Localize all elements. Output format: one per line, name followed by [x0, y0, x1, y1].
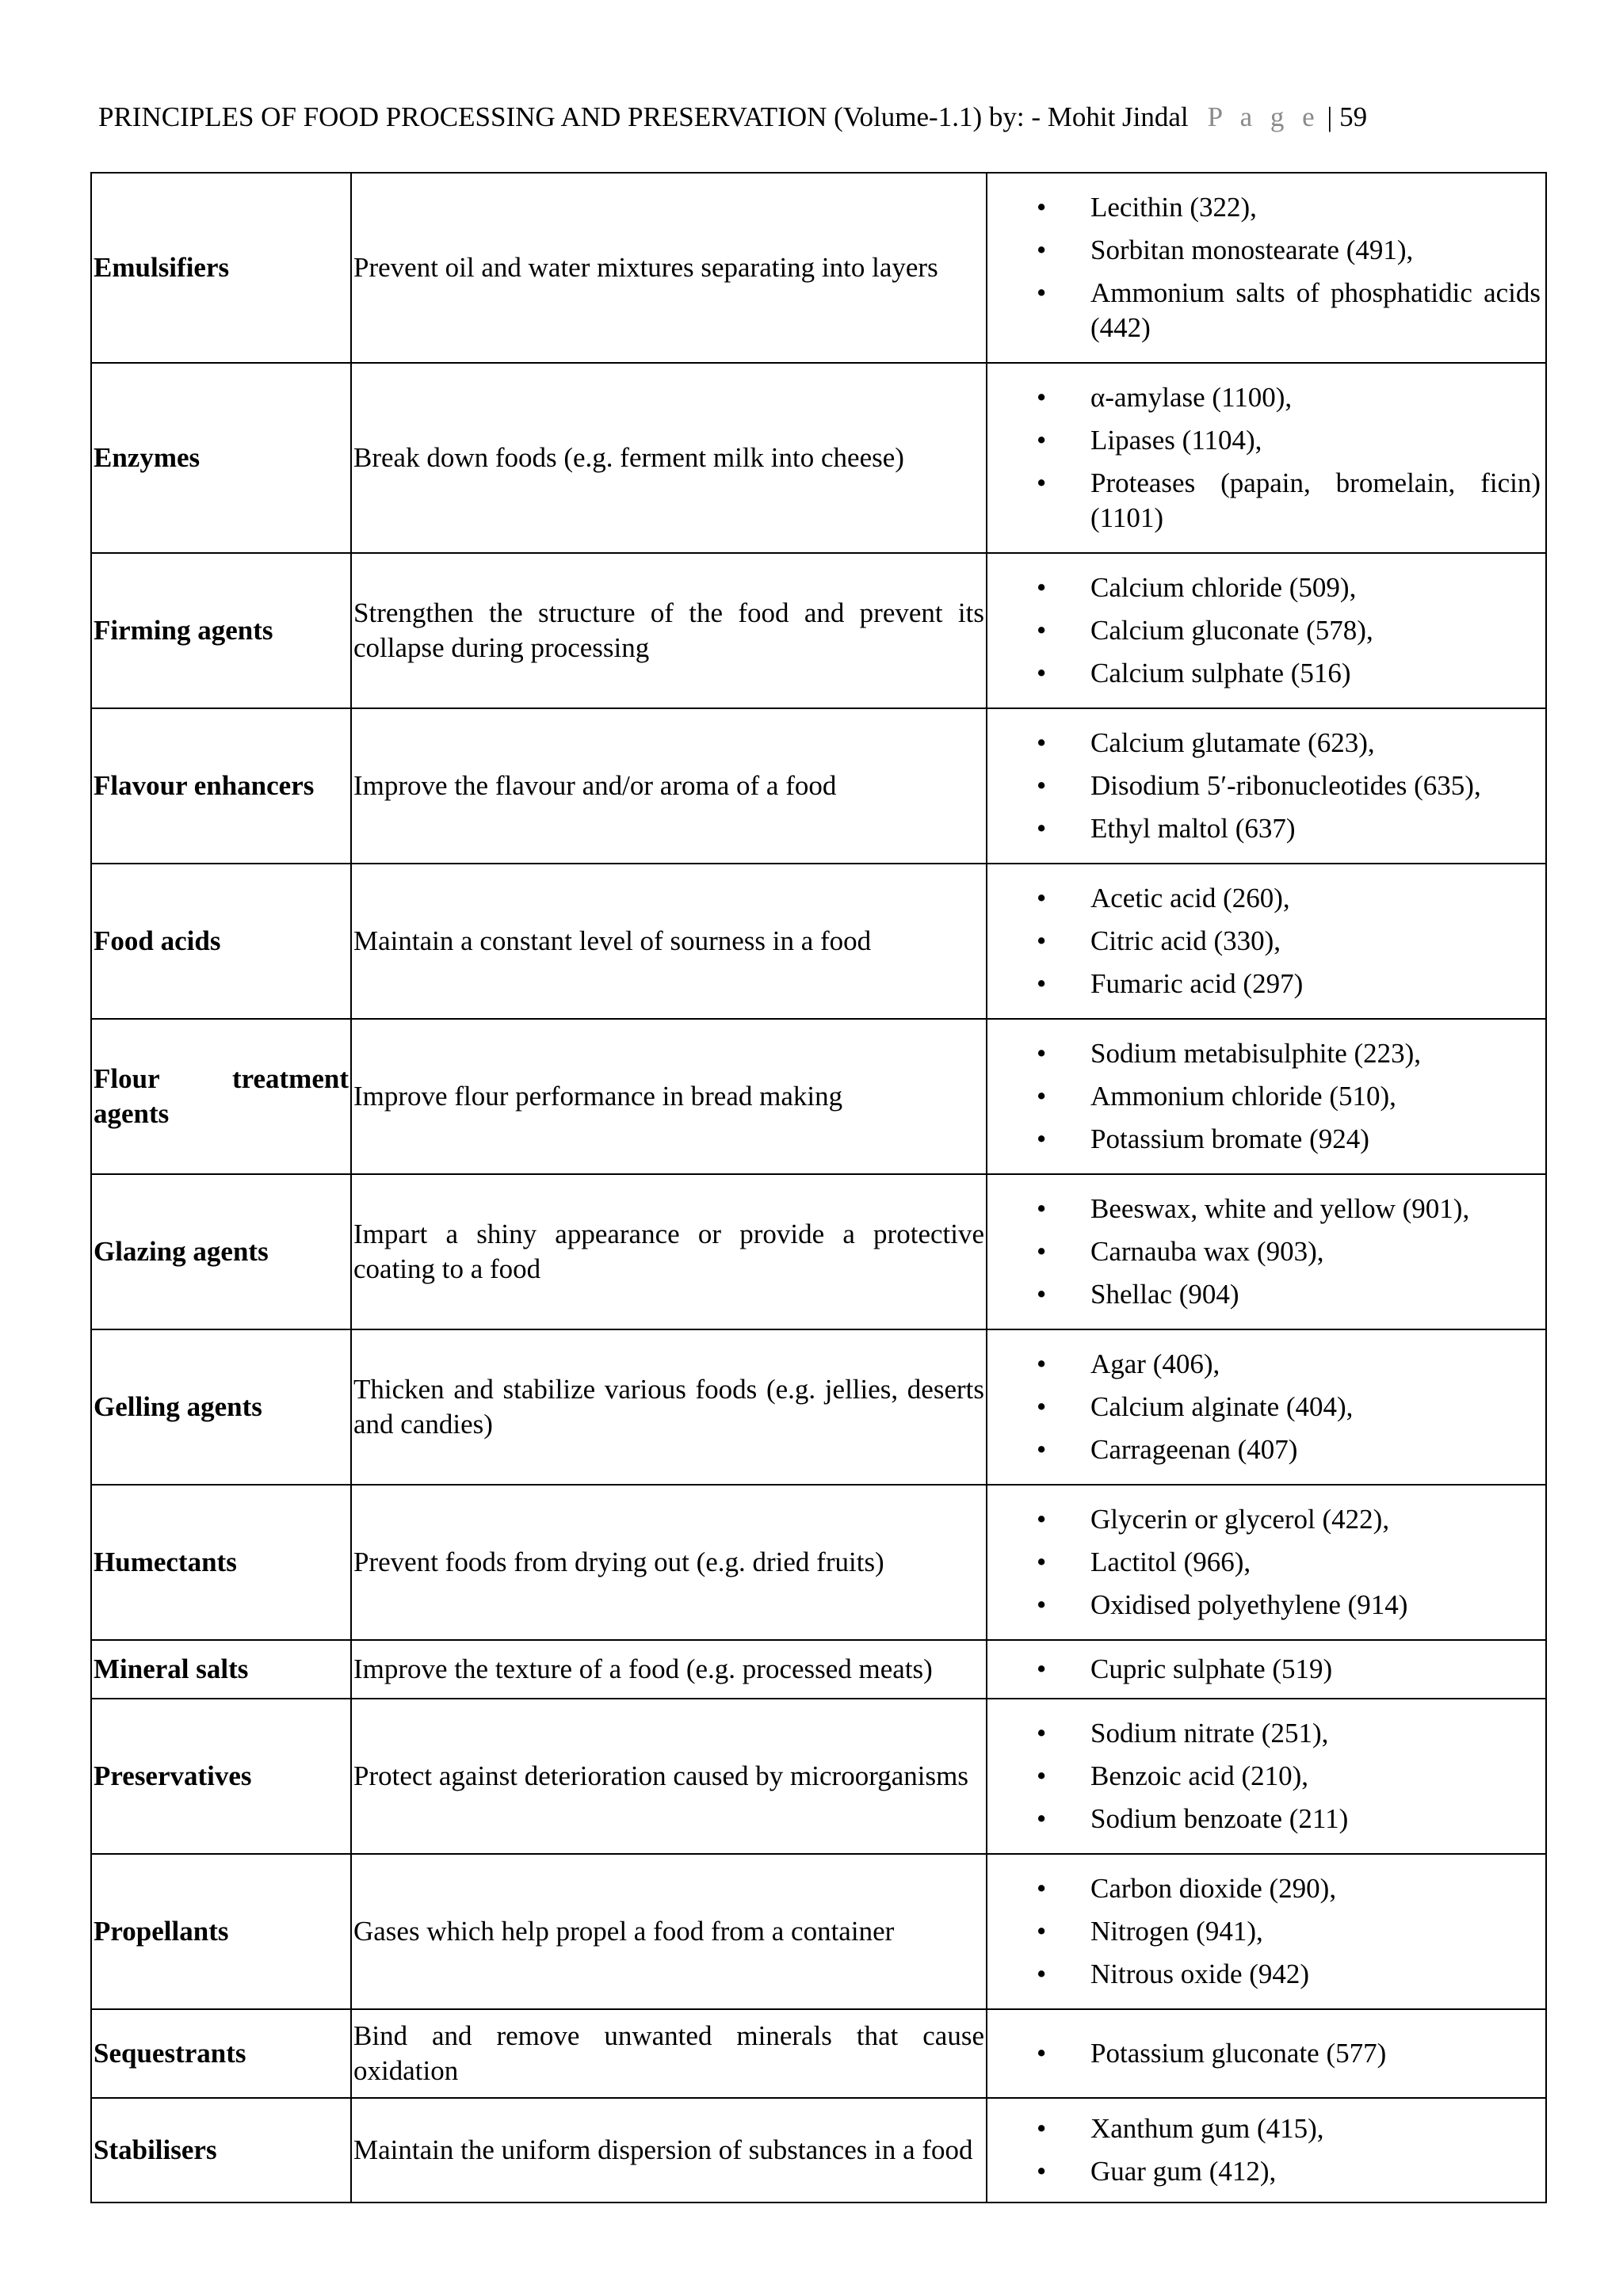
list-item: • Acetic acid (260),	[989, 881, 1544, 916]
examples-cell	[987, 1174, 1546, 1329]
page-header	[98, 98, 1367, 136]
category-word: treatment	[231, 1063, 349, 1094]
category-line	[94, 1062, 349, 1097]
category-cell: Firming agents	[91, 553, 351, 708]
table-row	[91, 363, 1546, 553]
table-row	[91, 1174, 1546, 1329]
list-item: • Calcium alginate (404),	[989, 1390, 1544, 1425]
description-cell: Prevent foods from drying out (e.g. dried fruits)	[351, 1485, 987, 1640]
description-cell: Protect against deterioration caused by microorganisms	[351, 1699, 987, 1854]
table-row	[91, 708, 1546, 864]
examples-cell	[987, 553, 1546, 708]
list-item: • Sodium nitrate (251),	[989, 1716, 1544, 1751]
list-item: • Sodium metabisulphite (223),	[989, 1036, 1544, 1071]
examples-cell	[987, 1640, 1546, 1699]
examples-list	[989, 1336, 1544, 1478]
description-cell: Maintain a constant level of sourness in a food	[351, 864, 987, 1019]
list-item: • Beeswax, white and yellow (901),	[989, 1192, 1544, 1226]
list-item: • Lipases (1104),	[989, 423, 1544, 458]
list-item: • Sodium benzoate (211)	[989, 1802, 1544, 1836]
examples-list	[989, 2100, 1544, 2200]
list-item: • Cupric sulphate (519)	[989, 1652, 1544, 1687]
table-row	[91, 1854, 1546, 2009]
description-cell: Prevent oil and water mixtures separating into layers	[351, 173, 987, 363]
examples-list	[989, 559, 1544, 702]
description-cell: Break down foods (e.g. ferment milk into cheese)	[351, 363, 987, 553]
list-item: • Potassium bromate (924)	[989, 1122, 1544, 1157]
table-body	[91, 173, 1546, 2203]
examples-cell	[987, 1699, 1546, 1854]
list-item: • Citric acid (330),	[989, 924, 1544, 959]
examples-list	[989, 1641, 1544, 1698]
examples-cell	[987, 1854, 1546, 2009]
examples-cell	[987, 2098, 1546, 2203]
list-item: • Nitrogen (941),	[989, 1914, 1544, 1949]
list-item: • Calcium glutamate (623),	[989, 726, 1544, 761]
list-item: • Glycerin or glycerol (422),	[989, 1502, 1544, 1537]
list-item: • Sorbitan monostearate (491),	[989, 233, 1544, 268]
list-item: • Lactitol (966),	[989, 1545, 1544, 1580]
list-item: • Potassium gluconate (577)	[989, 2036, 1544, 2071]
category-cell: Mineral salts	[91, 1640, 351, 1699]
category-cell: Enzymes	[91, 363, 351, 553]
description-cell: Gases which help propel a food from a container	[351, 1854, 987, 2009]
examples-list	[989, 369, 1544, 547]
food-additives-table	[90, 172, 1547, 2203]
document-title: PRINCIPLES OF FOOD PROCESSING AND PRESERVATION (Volume-1.1) by: - Mohit Jindal	[98, 101, 1189, 132]
examples-list	[989, 715, 1544, 857]
category-cell	[91, 1019, 351, 1174]
examples-cell	[987, 173, 1546, 363]
category-cell: Preservatives	[91, 1699, 351, 1854]
category-cell: Propellants	[91, 1854, 351, 2009]
examples-cell	[987, 1329, 1546, 1485]
examples-cell	[987, 864, 1546, 1019]
table-row	[91, 2098, 1546, 2203]
list-item: • Ammonium chloride (510),	[989, 1079, 1544, 1114]
list-item: • Carrageenan (407)	[989, 1432, 1544, 1467]
category-cell: Stabilisers	[91, 2098, 351, 2203]
table-row	[91, 864, 1546, 1019]
list-item: • Disodium 5′-ribonucleotides (635),	[989, 769, 1544, 803]
list-item: • Calcium gluconate (578),	[989, 613, 1544, 648]
examples-list	[989, 870, 1544, 1013]
list-item: • Oxidised polyethylene (914)	[989, 1588, 1544, 1623]
category-word: Flour	[94, 1063, 160, 1094]
list-item: • Benzoic acid (210),	[989, 1759, 1544, 1794]
category-cell: Humectants	[91, 1485, 351, 1640]
table-row	[91, 173, 1546, 363]
examples-cell	[987, 1485, 1546, 1640]
table-row	[91, 1699, 1546, 1854]
description-cell: Impart a shiny appearance or provide a protective coating to a food	[351, 1174, 987, 1329]
list-item: • Carnauba wax (903),	[989, 1234, 1544, 1269]
table-row	[91, 2009, 1546, 2098]
description-cell: Bind and remove unwanted minerals that cause oxidation	[351, 2009, 987, 2098]
list-item: • Agar (406),	[989, 1347, 1544, 1382]
examples-cell	[987, 2009, 1546, 2098]
examples-list	[989, 1180, 1544, 1323]
examples-list	[989, 179, 1544, 357]
list-item: • Nitrous oxide (942)	[989, 1957, 1544, 1992]
examples-list	[989, 2025, 1544, 2082]
page-label: P a g e	[1207, 101, 1320, 132]
table-row	[91, 1329, 1546, 1485]
description-cell: Improve flour performance in bread making	[351, 1019, 987, 1174]
examples-list	[989, 1705, 1544, 1848]
list-item: • Ethyl maltol (637)	[989, 811, 1544, 846]
list-item: • Shellac (904)	[989, 1277, 1544, 1312]
category-cell: Flavour enhancers	[91, 708, 351, 864]
list-item: • Carbon dioxide (290),	[989, 1871, 1544, 1906]
examples-list	[989, 1025, 1544, 1168]
description-cell: Maintain the uniform dispersion of substances in a food	[351, 2098, 987, 2203]
examples-list	[989, 1491, 1544, 1634]
category-cell: Emulsifiers	[91, 173, 351, 363]
examples-cell	[987, 363, 1546, 553]
category-word: agents	[94, 1098, 170, 1129]
table-row	[91, 553, 1546, 708]
category-cell: Sequestrants	[91, 2009, 351, 2098]
table-row	[91, 1019, 1546, 1174]
list-item: • Ammonium salts of phosphatidic acids (442)	[989, 276, 1544, 345]
description-cell: Improve the texture of a food (e.g. processed meats)	[351, 1640, 987, 1699]
list-item: • Calcium chloride (509),	[989, 570, 1544, 605]
list-item: • Calcium sulphate (516)	[989, 656, 1544, 691]
examples-cell	[987, 1019, 1546, 1174]
category-cell: Glazing agents	[91, 1174, 351, 1329]
description-cell: Strengthen the structure of the food and prevent its collapse during processing	[351, 553, 987, 708]
list-item: • Proteases (papain, bromelain, ficin) (1101)	[989, 466, 1544, 536]
examples-cell	[987, 708, 1546, 864]
list-item: • Fumaric acid (297)	[989, 967, 1544, 1001]
list-item: • Guar gum (412),	[989, 2154, 1544, 2189]
page-number: | 59	[1327, 101, 1368, 132]
examples-list	[989, 1860, 1544, 2003]
list-item: • Lecithin (322),	[989, 190, 1544, 225]
description-cell: Improve the flavour and/or aroma of a food	[351, 708, 987, 864]
list-item: • Xanthum gum (415),	[989, 2111, 1544, 2146]
category-cell: Food acids	[91, 864, 351, 1019]
table-row	[91, 1640, 1546, 1699]
category-cell: Gelling agents	[91, 1329, 351, 1485]
list-item: • α-amylase (1100),	[989, 380, 1544, 415]
description-cell: Thicken and stabilize various foods (e.g. jellies, deserts and candies)	[351, 1329, 987, 1485]
table-row	[91, 1485, 1546, 1640]
